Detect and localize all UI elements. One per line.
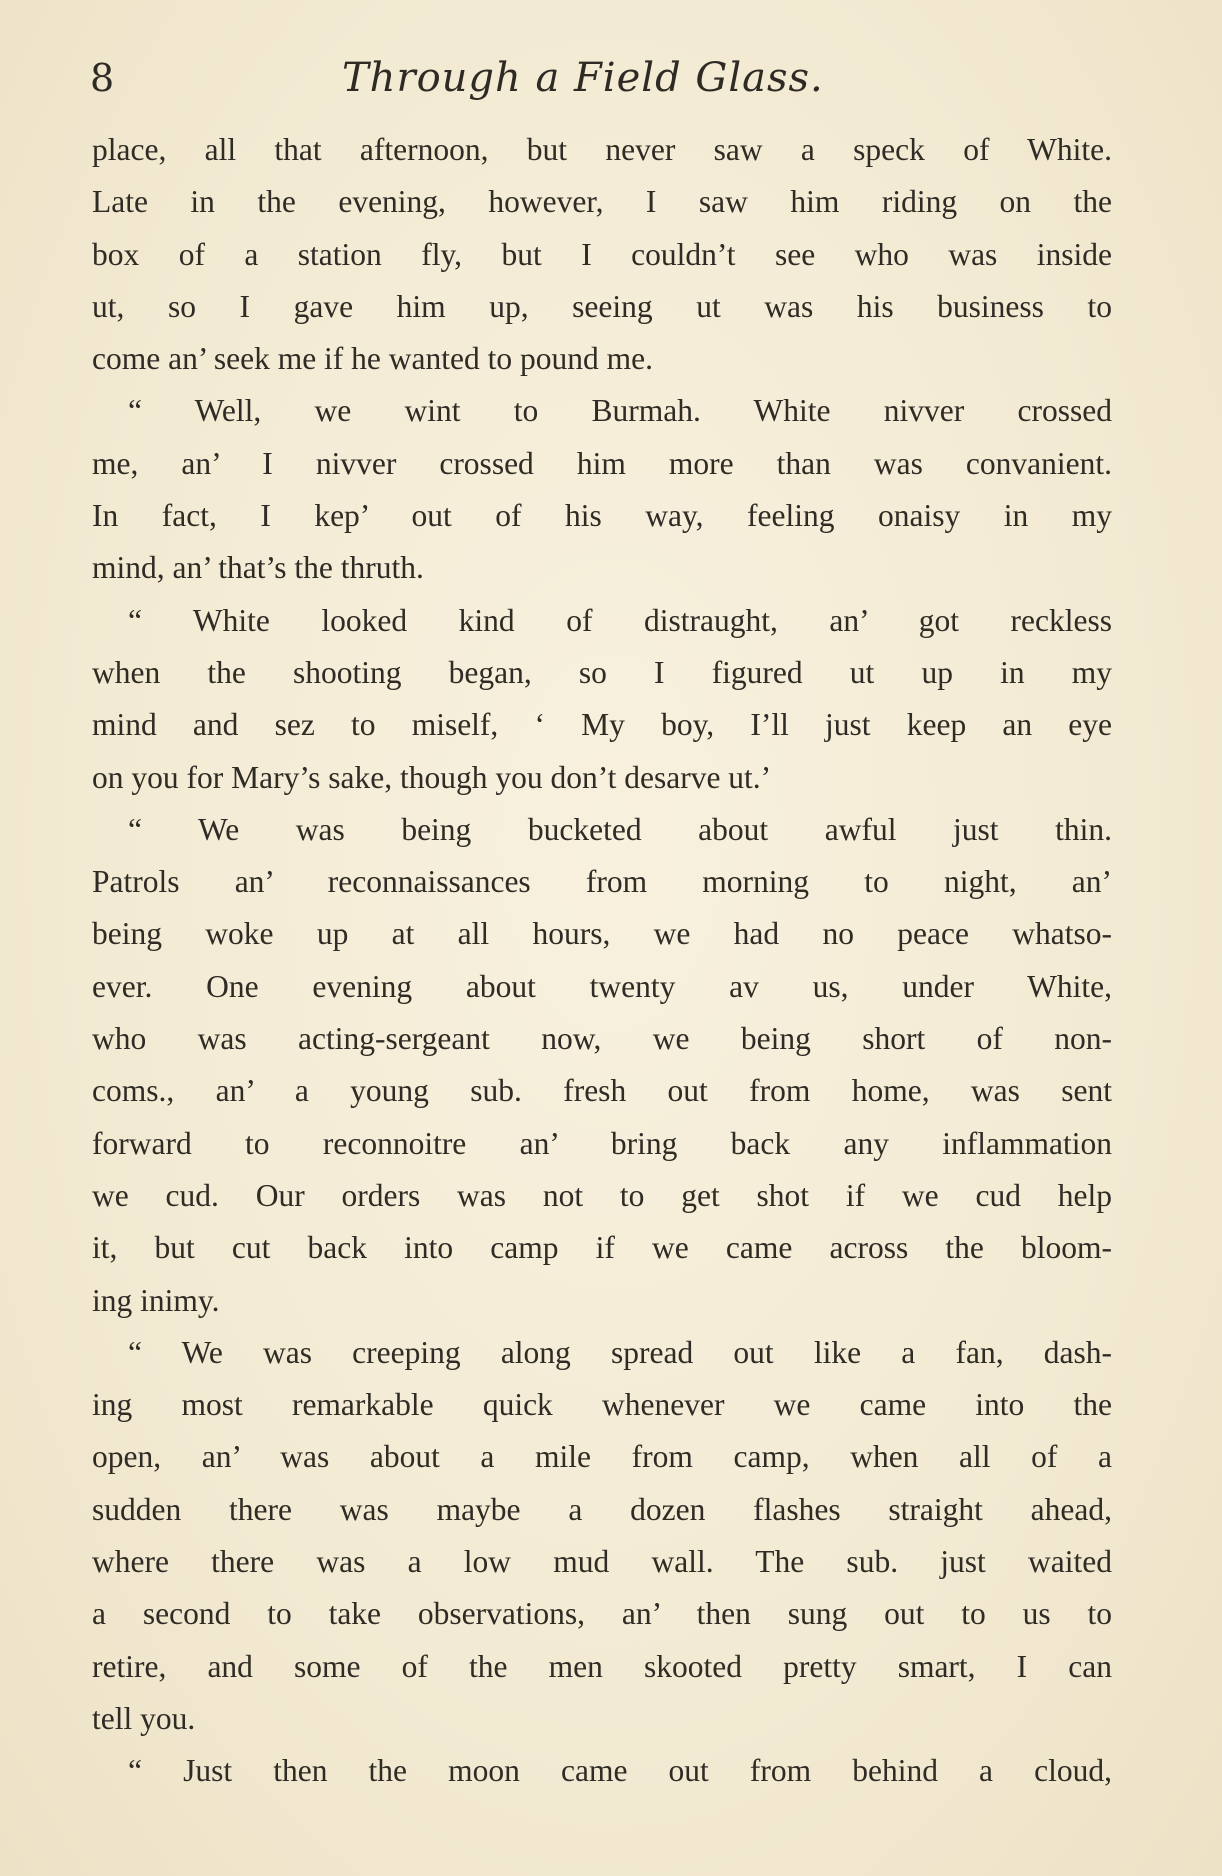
text-line: where there was a low mud wall. The sub. just waited: [92, 1544, 1112, 1580]
text-line: me, an’ I nivver crossed him more than was convanient.: [92, 445, 1112, 481]
text-line: mind and sez to miself, ‘ My boy, I’ll just keep an eye: [92, 707, 1112, 743]
text-line: come an’ seek me if he wanted to pound me.: [92, 341, 653, 377]
text-line: “ Just then the moon came out from behind a cloud,: [128, 1753, 1112, 1789]
text-line: a second to take observations, an’ then sung out to us to: [92, 1596, 1112, 1632]
text-line: who was acting-sergeant now, we being short of non-: [92, 1021, 1112, 1057]
text-line: open, an’ was about a mile from camp, when all of a: [92, 1439, 1112, 1475]
text-line: “ White looked kind of distraught, an’ got reckless: [128, 602, 1112, 638]
text-line: “ We was creeping along spread out like a fan, dash-: [128, 1334, 1112, 1370]
text-line: when the shooting began, so I figured ut up in my: [92, 654, 1112, 690]
text-line: we cud. Our orders was not to get shot if we cud help: [92, 1177, 1112, 1213]
text-line: mind, an’ that’s the thruth.: [92, 550, 424, 586]
text-line: box of a station fly, but I couldn’t see who was inside: [92, 236, 1112, 272]
body-text: [92, 124, 1112, 1798]
text-line: Patrols an’ reconnaissances from morning to night, an’: [92, 864, 1112, 900]
text-line: coms., an’ a young sub. fresh out from home, was sent: [92, 1073, 1112, 1109]
text-line: “ Well, we wint to Burmah. White nivver crossed: [128, 393, 1112, 429]
page-header: [90, 48, 1120, 108]
page-number: 8: [90, 56, 115, 100]
text-line: forward to reconnoitre an’ bring back any inflammation: [92, 1125, 1112, 1161]
text-line: ing most remarkable quick whenever we came into the: [92, 1387, 1112, 1423]
running-title: Through a Field Glass.: [342, 55, 824, 101]
text-line: Late in the evening, however, I saw him riding on the: [92, 184, 1112, 220]
text-line: In fact, I kep’ out of his way, feeling onaisy in my: [92, 498, 1112, 534]
text-line: retire, and some of the men skooted pretty smart, I can: [92, 1648, 1112, 1684]
text-line: ing inimy.: [92, 1282, 220, 1318]
text-line: it, but cut back into camp if we came across the bloom-: [92, 1230, 1112, 1266]
text-line: on you for Mary’s sake, though you don’t desarve ut.’: [92, 759, 772, 795]
text-line: place, all that afternoon, but never saw a speck of White.: [92, 132, 1112, 167]
text-line: tell you.: [92, 1700, 196, 1736]
text-line: ut, so I gave him up, seeing ut was his business to: [92, 288, 1112, 324]
text-line: sudden there was maybe a dozen flashes straight ahead,: [92, 1491, 1112, 1527]
text-line: ever. One evening about twenty av us, under White,: [92, 968, 1112, 1004]
text-line: “ We was being bucketed about awful just thin.: [128, 811, 1112, 847]
text-line: being woke up at all hours, we had no peace whatso-: [92, 916, 1112, 952]
